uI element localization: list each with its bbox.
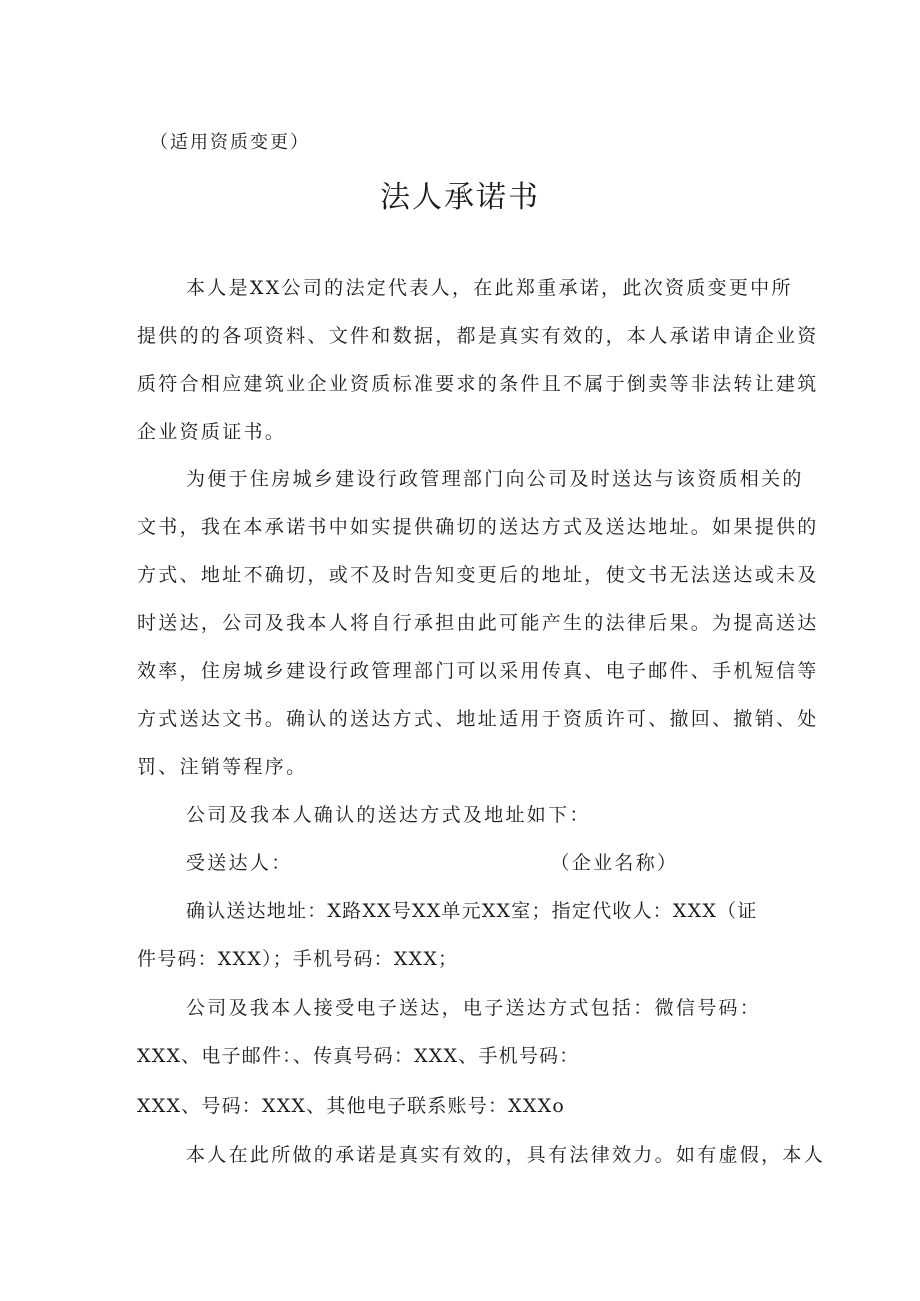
- paragraph-line: 效率，住房城乡建设行政管理部门可以采用传真、电子邮件、手机短信等: [137, 660, 819, 682]
- paragraph-line: XXX、电子邮件：、传真号码：XXX、手机号码：: [137, 1045, 580, 1067]
- paragraph-line: 方式、地址不确切，或不及时告知变更后的地址，使文书无法送达或未及: [137, 564, 819, 586]
- recipient-label: 受送达人：: [186, 852, 293, 874]
- paragraph-line: 本人在此所做的承诺是真实有效的，具有法律效力。如有虚假，本人: [186, 1144, 826, 1166]
- paragraph-line: 提供的的各项资料、文件和数据，都是真实有效的，本人承诺申请企业资: [137, 325, 819, 347]
- paragraph-line: 公司及我本人确认的送达方式及地址如下：: [186, 804, 591, 826]
- recipient-line: [186, 851, 678, 875]
- document-title: 法人承诺书: [380, 180, 540, 215]
- paragraph-line: 质符合相应建筑业企业资质标准要求的条件且不属于倒卖等非法转让建筑: [137, 373, 819, 395]
- paragraph-line: 为便于住房城乡建设行政管理部门向公司及时送达与该资质相关的: [186, 468, 804, 490]
- paragraph-line: 时送达，公司及我本人将自行承担由此可能产生的法律后果。为提高送达: [137, 612, 819, 634]
- recipient-hint: （企业名称）: [550, 852, 679, 874]
- paragraph-line: 方式送达文书。确认的送达方式、地址适用于资质许可、撤回、撤销、处: [137, 708, 819, 730]
- paragraph-line: 确认送达地址：X路XX号XX单元XX室；指定代收人：XXX（证: [186, 900, 758, 922]
- paragraph-line: 公司及我本人接受电子送达，电子送达方式包括：微信号码：: [186, 997, 762, 1019]
- paragraph-line: 罚、注销等程序。: [137, 756, 308, 778]
- paragraph-line: 本人是XX公司的法定代表人，在此郑重承诺，此次资质变更中所: [186, 277, 793, 299]
- paragraph-line: 件号码：XXX）；手机号码：XXX；: [137, 948, 459, 970]
- paragraph-line: XXX、号码：XXX、其他电子联系账号：XXXo: [137, 1095, 565, 1117]
- scope-note: （适用资质变更）: [150, 132, 310, 153]
- paragraph-line: 文书，我在本承诺书中如实提供确切的送达方式及送达地址。如果提供的: [137, 516, 819, 538]
- paragraph-line: 企业资质证书。: [137, 421, 287, 443]
